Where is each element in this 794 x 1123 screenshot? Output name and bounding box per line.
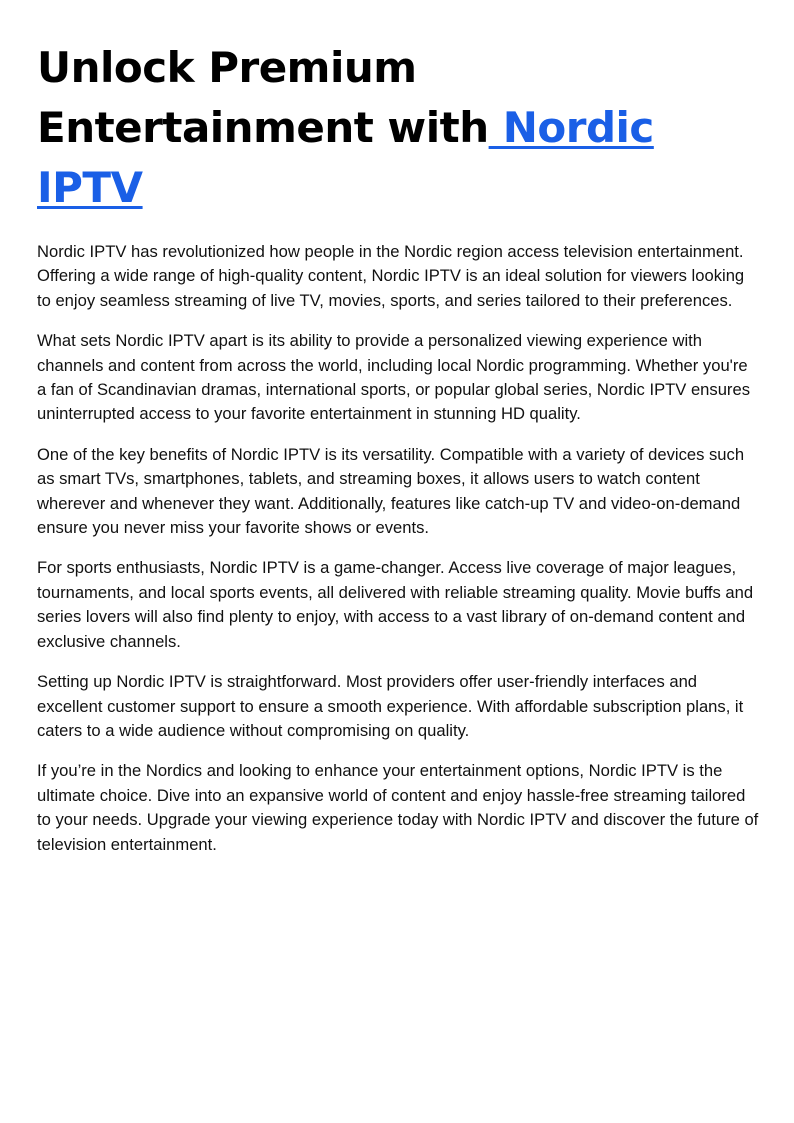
title-text: Unlock Premium Entertainment with <box>37 43 489 152</box>
paragraph-versatility: One of the key benefits of Nordic IPTV is its versatility. Compatible with a variety of devices such as smart TVs, smartphones, tablets, and streaming boxes, it allows users to watch content wherever and whenever they want. Additionally, features like catch-up TV and video-on-demand ensure you never miss your favorite shows or events. <box>37 444 745 538</box>
title-link-nordic-iptv[interactable]: Nordic IPTV <box>37 103 654 212</box>
paragraph-personalized: What sets Nordic IPTV apart is its ability to provide a personalized viewing experience with channels and content from across the world, including local Nordic programming. Whether you're a fan of Scandinavian dramas, international sports, or popular global series, Nordic IPTV ensures uninterrupted access to your favorite entertainment in stunning HD quality. <box>37 331 750 424</box>
paragraph-intro: Nordic IPTV has revolutionized how people in the Nordic region access television entertainment. Offering a wide range of high-quality content, Nordic IPTV is an ideal solution for viewers looking to enjoy seamless streaming of live TV, movies, sports, and series tailored to their preferences. <box>37 242 745 310</box>
paragraph-setup: Setting up Nordic IPTV is straightforward. Most providers offer user-friendly interfaces and excellent customer support to ensure a smooth experience. With affordable subscription plans, it caters to a wide audience without compromising on quality. <box>37 672 744 740</box>
paragraph-conclusion: If you’re in the Nordics and looking to enhance your entertainment options, Nordic IPTV is the ultimate choice. Dive into an expansive world of content and enjoy hassle-free streaming tailored to your needs. Upgrade your viewing experience today with Nordic IPTV and discover the future of television entertainment. <box>37 761 759 854</box>
paragraph-sports: For sports enthusiasts, Nordic IPTV is a game-changer. Access live coverage of major leagues, tournaments, and local sports events, all delivered with reliable streaming quality. Movie buffs and series lovers will also find plenty to enjoy, with access to a vast library of on-demand content and exclusive channels. <box>37 558 754 651</box>
article <box>37 38 761 873</box>
page-title <box>37 38 761 218</box>
